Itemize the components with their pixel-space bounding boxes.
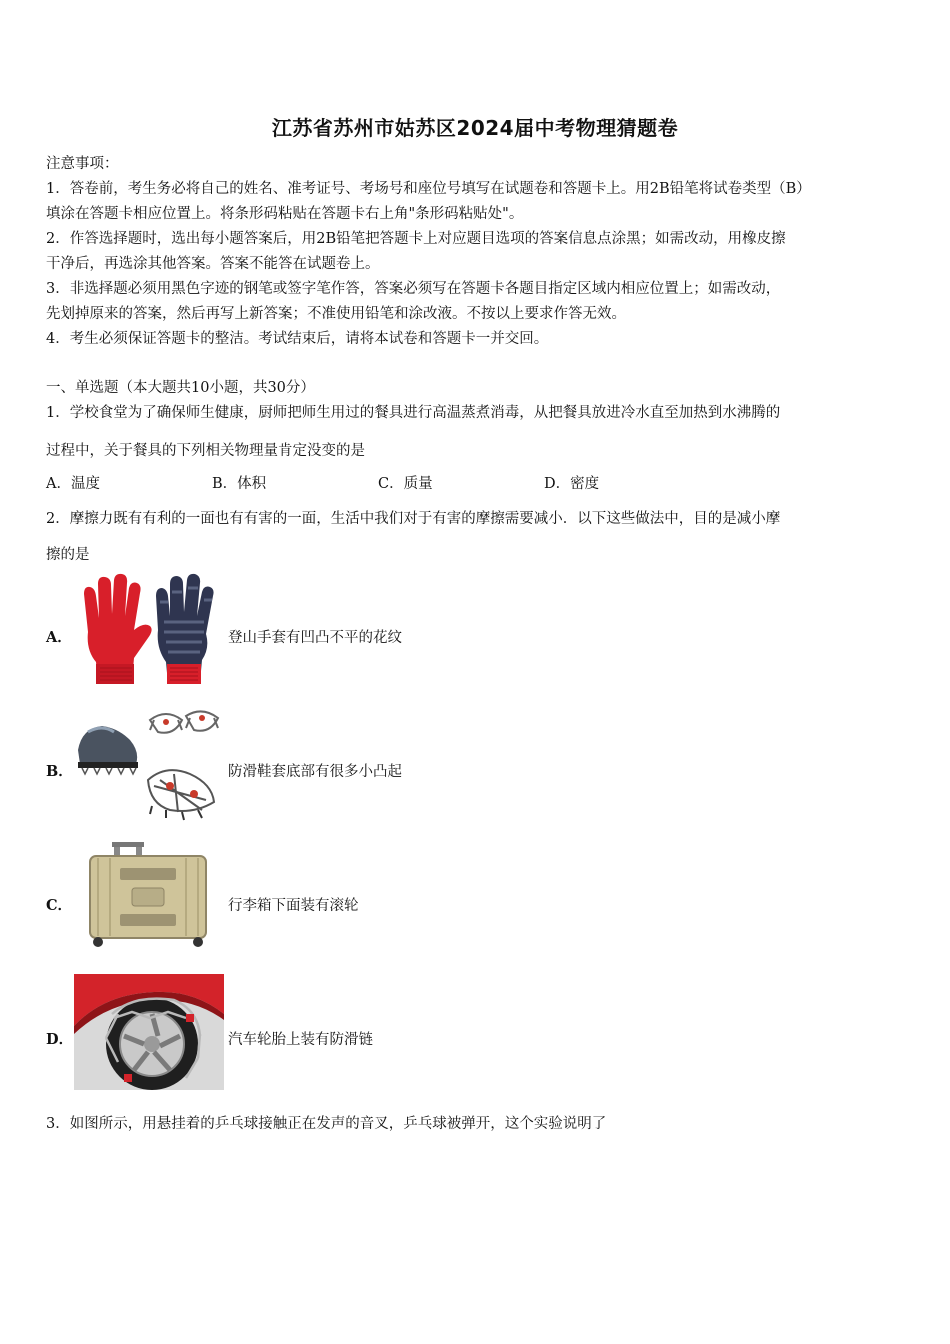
question-1-text: 过程中，关于餐具的下列相关物理量肯定没变的是 [46,443,365,459]
notice-item: 填涂在答题卡相应位置上。将条形码粘贴在答题卡右上角"条形码粘贴处"。 [46,206,524,222]
option-label: B． [46,763,73,780]
notice-item: 2．作答选择题时，选出每小题答案后，用2B铅笔把答题卡上对应题目选项的答案信息点涂黑；如需改动，用橡皮擦 [46,231,786,247]
notice-heading: 注意事项： [46,156,119,172]
tire-chain-icon [74,974,224,1094]
question-3-text: 3．如图所示，用悬挂着的乒乓球接触正在发声的音叉，乒乓球被弹开，这个实验说明了 [46,1116,607,1132]
section-heading: 一、单选题（本大题共10小题，共30分） [46,380,315,396]
option-d: D．密度 [544,476,600,492]
notice-item: 1．答卷前，考生务必将自己的姓名、准考证号、考场号和座位号填写在试题卷和答题卡上。用2B铅笔将试卷类型（B） [46,181,811,197]
option-label: D． [46,1031,74,1048]
notice-item: 干净后，再选涂其他答案。答案不能答在试题卷上。 [46,256,380,272]
notice-item: 先划掉原来的答案，然后再写上新答案；不准使用铅笔和涂改液。不按以上要求作答无效。 [46,306,626,322]
notice-item: 3．非选择题必须用黑色字迹的钢笔或签字笔作答，答案必须写在答题卡各题目指定区域内相应位置上；如需改动， [46,281,781,297]
crampons-icon [74,706,224,826]
option-a: A．温度 [46,476,100,492]
option-b: B．体积 [212,476,267,492]
option-label: C． [46,897,73,914]
option-text: 行李箱下面装有滚轮 [228,898,359,914]
suitcase-icon [74,840,224,954]
option-text: 登山手套有凹凸不平的花纹 [228,630,402,646]
option-c: C．质量 [378,476,433,492]
option-label: A． [46,629,72,646]
gloves-icon [74,572,226,694]
notice-item: 4．考生必须保证答题卡的整洁。考试结束后，请将本试卷和答题卡一并交回。 [46,331,549,347]
option-text: 汽车轮胎上装有防滑链 [228,1032,373,1048]
page-title: 江苏省苏州市姑苏区2024届中考物理猜题卷 [271,116,679,140]
question-2-text: 擦的是 [46,547,90,563]
question-1-text: 1．学校食堂为了确保师生健康，厨师把师生用过的餐具进行高温蒸煮消毒，从把餐具放进冷水直至加热到水沸腾的 [46,405,781,421]
question-2-text: 2．摩擦力既有有利的一面也有有害的一面，生活中我们对于有害的摩擦需要减小．以下这些做法中，目的是减小摩 [46,511,781,527]
option-text: 防滑鞋套底部有很多小凸起 [228,764,402,780]
